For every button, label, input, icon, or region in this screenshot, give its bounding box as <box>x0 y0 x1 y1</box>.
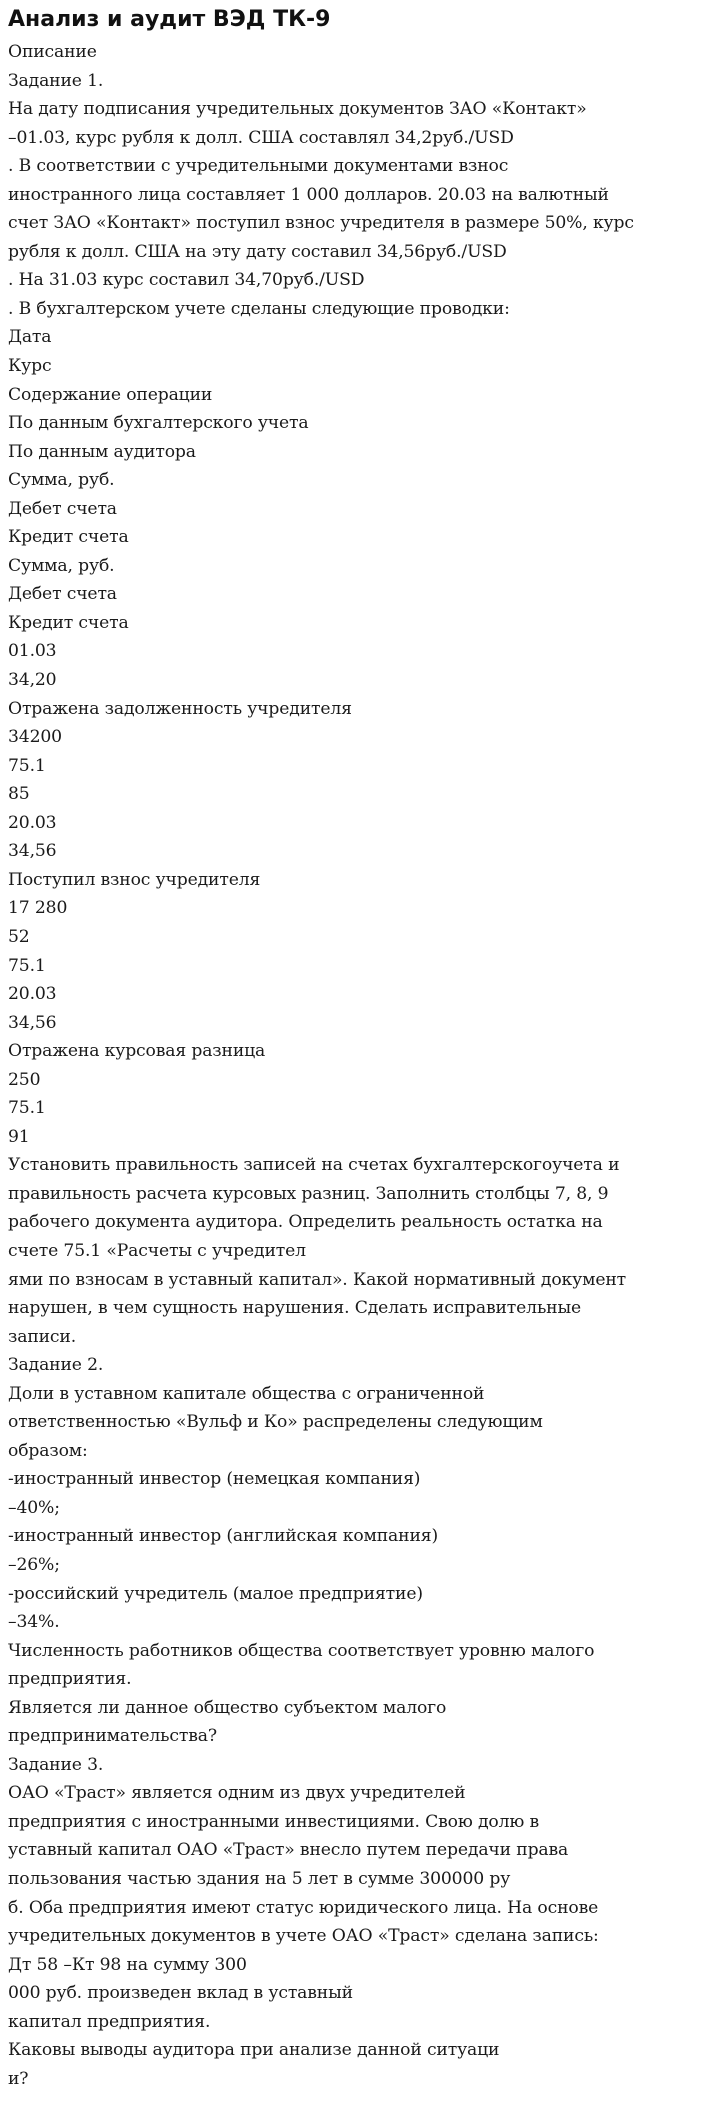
text-line: –01.03, курс рубля к долл. США составлял 34,2руб./USD <box>8 127 514 148</box>
text-line: предприятия. <box>8 1669 132 1690</box>
text-line: 91 <box>8 1126 30 1147</box>
text-line: нарушен, в чем сущность нарушения. Сделать исправительные <box>8 1298 582 1319</box>
text-line: образом: <box>8 1440 88 1461</box>
text-line: Кредит счета <box>8 612 129 633</box>
text-line: Дебет счета <box>8 498 117 519</box>
text-line: -российский учредитель (малое предприятие) <box>8 1583 423 1604</box>
text-line: -иностранный инвестор (немецкая компания) <box>8 1469 421 1490</box>
text-line: Дата <box>8 327 52 348</box>
text-line: 34,56 <box>8 841 57 862</box>
text-line: счет ЗАО «Контакт» поступил взнос учредителя в размере 50%, курс <box>8 213 634 234</box>
text-line: уставный капитал ОАО «Траст» внесло путем передачи права <box>8 1840 569 1861</box>
text-line: 75.1 <box>8 955 46 976</box>
text-line: б. Оба предприятия имеют статус юридического лица. На основе <box>8 1897 599 1918</box>
text-line: 85 <box>8 784 30 805</box>
text-line: . В соответствии с учредительными документами взнос <box>8 156 509 177</box>
text-line: . На 31.03 курс составил 34,70руб./USD <box>8 270 365 291</box>
text-line: Кредит счета <box>8 527 129 548</box>
text-line: 34,56 <box>8 1012 57 1033</box>
text-line: Доли в уставном капитале общества с ограниченной <box>8 1383 485 1404</box>
text-line: Сумма, руб. <box>8 555 115 576</box>
text-line: На дату подписания учредительных документов ЗАО «Контакт» <box>8 99 587 120</box>
text-line: предприятия с иностранными инвестициями. Свою долю в <box>8 1811 540 1832</box>
text-line: –40%; <box>8 1497 60 1518</box>
text-line: . В бухгалтерском учете сделаны следующие проводки: <box>8 298 510 319</box>
text-line: Задание 2. <box>8 1355 104 1376</box>
text-line: 17 280 <box>8 898 68 919</box>
text-line: Курс <box>8 356 52 377</box>
text-line: счете 75.1 «Расчеты с учредител <box>8 1240 306 1261</box>
text-line: 01.03 <box>8 641 57 662</box>
text-line: Установить правильность записей на счетах бухгалтерскогоучета и <box>8 1155 620 1176</box>
text-line: пользования частью здания на 5 лет в сумме 300000 ру <box>8 1869 511 1889</box>
text-line: 52 <box>8 926 30 947</box>
text-line: –26%; <box>8 1554 60 1575</box>
text-line: Содержание операции <box>8 384 213 405</box>
text-line: Поступил взнос учредителя <box>8 869 261 890</box>
text-line: и? <box>8 2068 29 2089</box>
text-line: записи. <box>8 1326 77 1347</box>
document-body <box>8 38 691 2093</box>
text-line: Сумма, руб. <box>8 470 115 491</box>
text-line: ответственностью «Вульф и Ко» распределены следующим <box>8 1412 543 1433</box>
text-line: Дт 58 –Кт 98 на сумму 300 <box>8 1954 247 1975</box>
text-line: 20.03 <box>8 984 57 1005</box>
text-line: Отражена курсовая разница <box>8 1041 266 1062</box>
text-line: Отражена задолженность учредителя <box>8 698 352 719</box>
text-line: капитал предприятия. <box>8 2011 211 2032</box>
document-title: Анализ и аудит ВЭД ТК-9 <box>8 7 331 32</box>
text-line: рабочего документа аудитора. Определить реальность остатка на <box>8 1212 603 1233</box>
text-line: 75.1 <box>8 1098 46 1119</box>
text-line: рубля к долл. США на эту дату составил 34,56руб./USD <box>8 241 507 262</box>
text-line: –34%. <box>8 1612 60 1633</box>
text-line: По данным бухгалтерского учета <box>8 413 309 434</box>
text-line: ями по взносам в уставный капитал». Какой нормативный документ <box>8 1269 627 1290</box>
text-line: Каковы выводы аудитора при анализе данной ситуаци <box>8 2040 500 2061</box>
text-line: 20.03 <box>8 812 57 833</box>
text-line: 000 руб. произведен вклад в уставный <box>8 1983 353 2004</box>
text-line: правильность расчета курсовых разниц. Заполнить столбцы 7, 8, 9 <box>8 1183 609 1204</box>
text-line: предпринимательства? <box>8 1726 217 1747</box>
text-line: -иностранный инвестор (английская компания) <box>8 1526 439 1547</box>
text-line: По данным аудитора <box>8 441 196 462</box>
text-line: ОАО «Траст» является одним из двух учредителей <box>8 1783 466 1804</box>
text-line: 250 <box>8 1069 41 1090</box>
text-line: Задание 1. <box>8 70 104 91</box>
text-line: Численность работников общества соответствует уровню малого <box>8 1640 595 1661</box>
text-line: 34200 <box>8 727 62 748</box>
text-line: Дебет счета <box>8 584 117 605</box>
text-line: Является ли данное общество субъектом малого <box>8 1697 447 1718</box>
text-line: иностранного лица составляет 1 000 долларов. 20.03 на валютный <box>8 184 609 205</box>
text-line: учредительных документов в учете ОАО «Траст» сделана запись: <box>8 1926 599 1947</box>
text-line: 34,20 <box>8 670 57 691</box>
text-line: Описание <box>8 42 97 62</box>
text-line: 75.1 <box>8 755 46 776</box>
text-line: Задание 3. <box>8 1754 104 1775</box>
